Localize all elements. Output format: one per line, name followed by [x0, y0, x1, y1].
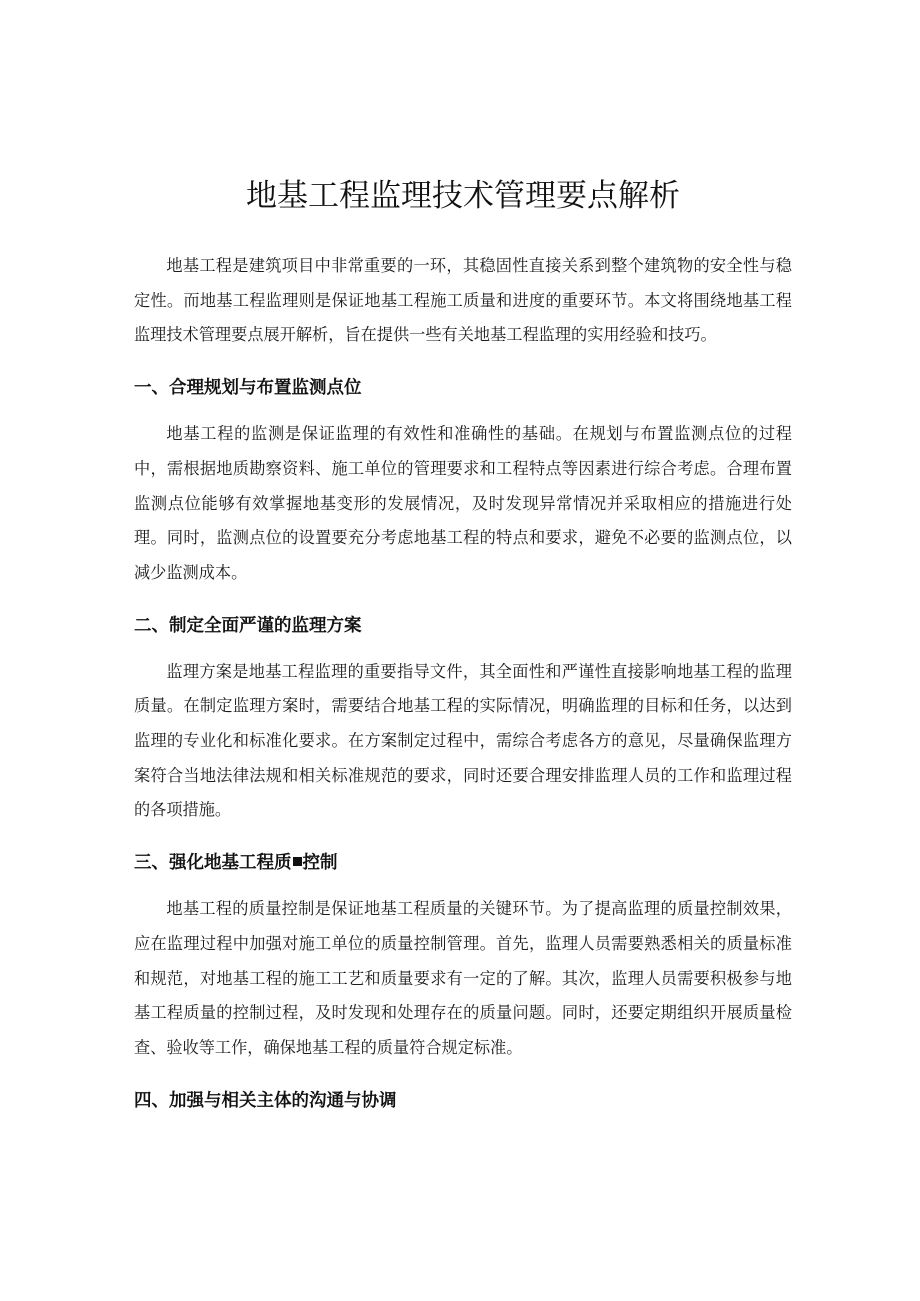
missing-glyph-square-icon: [293, 857, 302, 866]
section-heading-3-start: 三、强化地基工程质: [134, 853, 292, 874]
section-body-2: 监理方案是地基工程监理的重要指导文件，其全面性和严谨性直接影响地基工程的监理质量。在制定监理方案时，需要结合地基工程的实际情况，明确监理的目标和任务，以达到监理的专业化和标准化要求。在方案制定过程中，需综合考虑各方的意见，尽量确保监理方案符合当地法律法规和相关标准规范的要求，同时还要合理安排监理人员的工作和监理过程的各项措施。: [134, 661, 792, 820]
intro-paragraph: 地基工程是建筑项目中非常重要的一环，其稳固性直接关系到整个建筑物的安全性与稳定性。而地基工程监理则是保证地基工程施工质量和进度的重要环节。本文将围绕地基工程监理技术管理要点展开解析，旨在提供一些有关地基工程监理的实用经验和技巧。: [134, 256, 792, 345]
section-heading-1: 一、合理规划与布置监测点位: [134, 378, 362, 399]
section-heading-3: [134, 850, 792, 876]
section-heading-4: 四、加强与相关主体的沟通与协调: [134, 1090, 397, 1111]
section-body-1: 地基工程的监测是保证监理的有效性和准确性的基础。在规划与布置监测点位的过程中，需根据地质勘察资料、施工单位的管理要求和工程特点等因素进行综合考虑。合理布置监测点位能够有效掌握地基变形的发展情况，及时发现异常情况并采取相应的措施进行处理。同时，监测点位的设置要充分考虑地基工程的特点和要求，避免不必要的监测点位，以减少监测成本。: [134, 424, 792, 582]
page-title: 地基工程监理技术管理要点解析: [246, 178, 680, 214]
section-body-3: 地基工程的质量控制是保证地基工程质量的关键环节。为了提高监理的质量控制效果，应在监理过程中加强对施工单位的质量控制管理。首先，监理人员需要熟悉相关的质量标准和规范，对地基工程的施工工艺和质量要求有一定的了解。其次，监理人员需要积极参与地基工程质量的控制过程，及时发现和处理存在的质量问题。同时，还要定期组织开展质量检查、验收等工作，确保地基工程的质量符合规定标准。: [134, 899, 792, 1057]
section-heading-3-end: 控制: [302, 853, 338, 874]
section-heading-2: 二、制定全面严谨的监理方案: [134, 615, 362, 636]
